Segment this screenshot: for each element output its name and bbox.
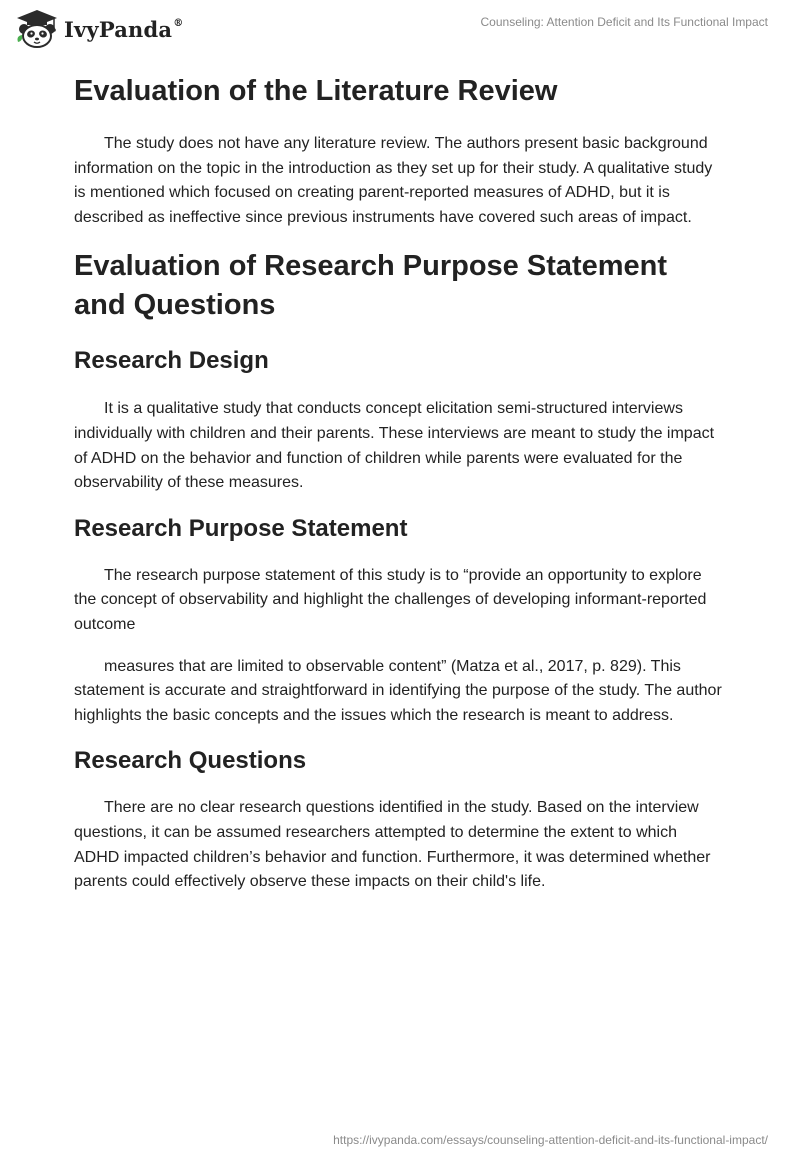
purpose-statement-paragraph-2: measures that are limited to observable content” (Matza et al., 2017, p. 829). This statement is accurate and straightforward in identifying the purpose of the study. The author highlights the basic concepts and the issues which the research is meant to address. xyxy=(74,657,722,724)
brand-logo[interactable] xyxy=(14,8,183,48)
literature-review-paragraph: The study does not have any literature review. The authors present basic background information on the topic in the introduction as they set up for their study. A qualitative study is mentioned which focused on creating parent-reported measures of ADHD, but it is described as ineffective since previous instruments have covered such areas of impact. xyxy=(74,135,713,226)
panda-graduate-icon xyxy=(14,8,60,48)
section-heading-literature-review: Evaluation of the Literature Review xyxy=(74,75,558,107)
essay-body xyxy=(74,72,724,895)
section-heading-purpose-and-questions: Evaluation of Research Purpose Statement and Questions xyxy=(74,250,668,322)
research-questions-paragraph: There are no clear research questions identified in the study. Based on the interview questions, it can be assumed researchers attempted to determine the extent to which ADHD impacted children’s behavior and function. Furthermore, it was determined whether parents could effectively observe these impacts on their child's life. xyxy=(74,799,711,891)
research-design-paragraph: It is a qualitative study that conducts concept elicitation semi-structured interviews individually with children and their parents. These interviews are meant to study the impact of ADHD on the behavior and function of children while parents were evaluated for the observability of these measures. xyxy=(74,400,715,492)
brand-name: IvyPanda® xyxy=(64,16,184,42)
page-header xyxy=(0,0,800,60)
subheading-research-purpose-statement: Research Purpose Statement xyxy=(74,514,408,542)
subheading-research-questions: Research Questions xyxy=(74,747,307,775)
subheading-research-design: Research Design xyxy=(74,347,269,375)
purpose-statement-paragraph-1: The research purpose statement of this study is to “provide an opportunity to explore the concept of observability and highlight the challenges of developing informant-reported outcome xyxy=(74,566,707,633)
document-title: Counseling: Attention Deficit and Its Functional Impact xyxy=(480,15,768,29)
footer-source-url[interactable]: https://ivypanda.com/essays/counseling-attention-deficit-and-its-functional-impact/ xyxy=(333,1133,768,1147)
